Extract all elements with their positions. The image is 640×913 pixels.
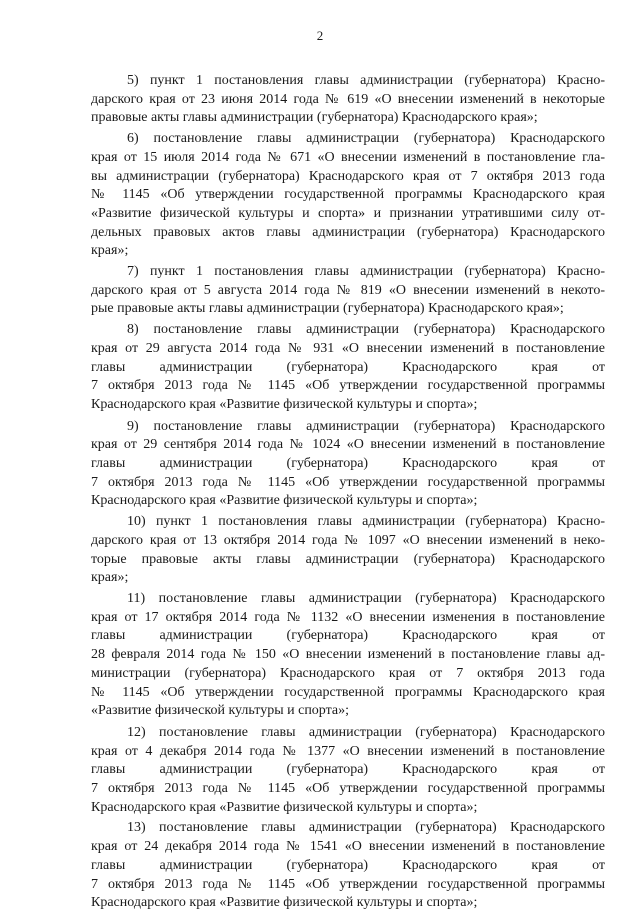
- document-body: [91, 72, 605, 913]
- list-item: [91, 72, 605, 128]
- text-line: края от 15 июля 2014 года № 671 «О внесении изменений в постановление гла-: [91, 149, 605, 165]
- text-line: главы администрации (губернатора) Краснодарского края от: [91, 456, 605, 472]
- text-line: главы администрации (губернатора) Краснодарского края от: [91, 857, 605, 873]
- text-line: 9) постановление главы администрации (губернатора) Краснодарского: [127, 418, 605, 434]
- text-line: главы администрации (губернатора) Краснодарского края от: [91, 762, 605, 778]
- text-line: края от 17 октября 2014 года № 1132 «О внесении изменения в постановление: [91, 609, 605, 625]
- list-item: [91, 130, 605, 261]
- text-line: края от 29 августа 2014 года № 931 «О внесении изменений в постановление: [91, 340, 605, 356]
- text-line: Краснодарского края «Развитие физической культуры и спорта»;: [91, 799, 478, 815]
- text-line: Краснодарского края «Развитие физической культуры и спорта»;: [91, 493, 478, 509]
- text-line: края от 24 декабря 2014 года № 1541 «О внесении изменений в постановление: [91, 839, 605, 855]
- text-line: 10) пункт 1 постановления главы администрации (губернатора) Красно-: [127, 514, 605, 530]
- text-line: главы администрации (губернатора) Краснодарского края от: [91, 628, 605, 644]
- text-line: 11) постановление главы администрации (губернатора) Краснодарского: [127, 590, 605, 606]
- text-line: № 1145 «Об утверждении государственной программы Краснодарского края: [91, 187, 605, 203]
- list-item: [91, 513, 605, 588]
- text-line: края»;: [91, 243, 129, 259]
- text-line: 7 октября 2013 года № 1145 «Об утверждении государственной программы: [91, 474, 605, 490]
- text-line: 5) пункт 1 постановления главы администрации (губернатора) Красно-: [127, 73, 605, 88]
- list-item: [91, 724, 605, 818]
- text-line: дарского края от 13 октября 2014 года № 1097 «О внесении изменений в неко-: [91, 532, 605, 548]
- text-line: 13) постановление главы администрации (губернатора) Краснодарского: [127, 820, 605, 836]
- text-line: 7) пункт 1 постановления главы администрации (губернатора) Красно-: [127, 264, 605, 280]
- text-line: 7 октября 2013 года № 1145 «Об утверждении государственной программы: [91, 378, 605, 394]
- text-line: 7 октября 2013 года № 1145 «Об утверждении государственной программы: [91, 876, 605, 892]
- list-item: [91, 263, 605, 319]
- list-item: [91, 819, 605, 913]
- text-line: Краснодарского края «Развитие физической культуры и спорта»;: [91, 895, 478, 911]
- list-item: [91, 590, 605, 721]
- text-line: министрации (губернатора) Краснодарского края от 7 октября 2013 года: [91, 665, 605, 681]
- text-line: 6) постановление главы администрации (губернатора) Краснодарского: [127, 131, 605, 147]
- list-item: [91, 321, 605, 415]
- text-line: главы администрации (губернатора) Краснодарского края от: [91, 359, 605, 375]
- text-line: рые правовые акты главы администрации (губернатора) Краснодарского края»;: [91, 301, 564, 317]
- text-line: 8) постановление главы администрации (губернатора) Краснодарского: [127, 322, 605, 338]
- text-line: «Развитие физической культуры и спорта» и признании утратившими силу от-: [91, 205, 605, 221]
- text-line: 7 октября 2013 года № 1145 «Об утверждении государственной программы: [91, 781, 605, 797]
- page-number: 2: [316, 28, 324, 43]
- text-line: 28 февраля 2014 года № 150 «О внесении изменений в постановление главы ад-: [91, 647, 605, 663]
- text-line: дарского края от 5 августа 2014 года № 819 «О внесении изменений в некото-: [91, 282, 605, 298]
- text-line: торые правовые акты главы администрации (губернатора) Краснодарского: [91, 551, 605, 567]
- text-line: «Развитие физической культуры и спорта»;: [91, 703, 350, 719]
- text-line: края от 4 декабря 2014 года № 1377 «О внесении изменений в постановление: [91, 743, 605, 759]
- text-line: дарского края от 23 июня 2014 года № 619 «О внесении изменений в некоторые: [91, 91, 605, 107]
- text-line: края»;: [91, 570, 129, 586]
- text-line: дельных правовых актов главы администрации (губернатора) Краснодарского: [91, 224, 605, 240]
- text-line: вы администрации (губернатора) Краснодарского края от 7 октября 2013 года: [91, 168, 605, 184]
- list-item: [91, 418, 605, 512]
- text-line: 12) постановление главы администрации (губернатора) Краснодарского: [127, 724, 605, 740]
- text-line: края от 29 сентября 2014 года № 1024 «О внесении изменений в постановление: [91, 437, 605, 453]
- text-line: Краснодарского края «Развитие физической культуры и спорта»;: [91, 396, 478, 412]
- text-line: № 1145 «Об утверждении государственной программы Краснодарского края: [91, 684, 605, 700]
- text-line: правовые акты главы администрации (губернатора) Краснодарского края»;: [91, 110, 538, 126]
